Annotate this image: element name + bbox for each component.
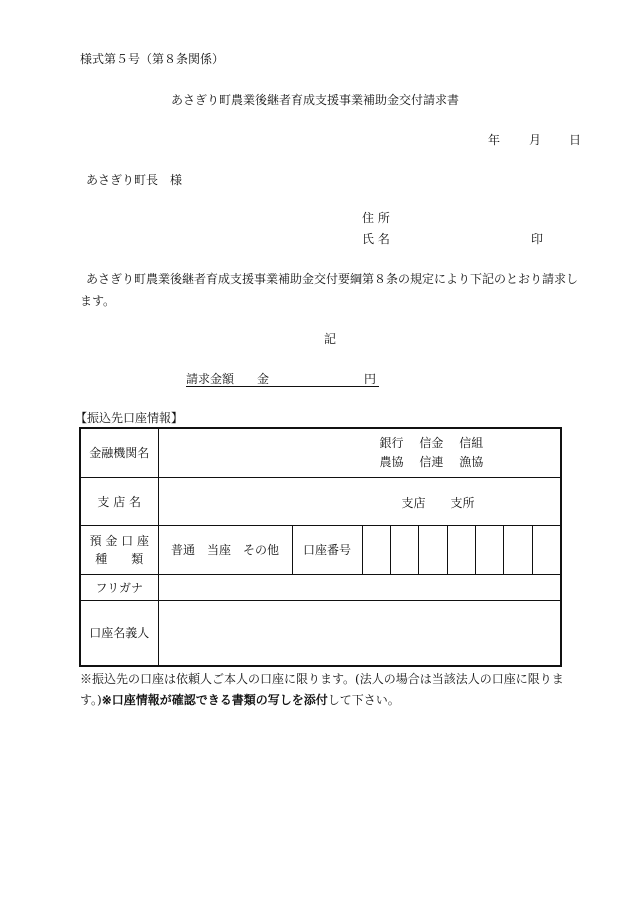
date-month: 月: [529, 133, 542, 147]
holder-label: 口座名義人: [80, 600, 158, 666]
institution-cell[interactable]: [158, 428, 561, 477]
ki-heading: 記: [323, 332, 336, 346]
furigana-field[interactable]: [158, 574, 561, 600]
section-title: 【振込先口座情報】: [75, 411, 184, 425]
amount-kin: 金: [257, 372, 270, 386]
branch-label: 支 店 名: [80, 477, 158, 525]
amount-label: 請求金額: [186, 372, 235, 386]
seal-mark: 印: [531, 232, 544, 246]
account-number-label: 口座番号: [292, 525, 362, 574]
account-number-boxes[interactable]: [362, 525, 561, 574]
addressee: あさぎり町長 様: [86, 173, 183, 187]
institution-types-row2: 農協 信連 漁協: [379, 455, 484, 469]
row-institution: [80, 428, 561, 477]
date-day: 日: [569, 133, 582, 147]
deposit-type-label: 預 金 口 座 種 類: [80, 525, 158, 574]
bank-account-table: [79, 427, 562, 667]
branch-cell[interactable]: [158, 477, 561, 525]
form-number: 様式第５号（第８条関係）: [80, 52, 225, 66]
account-digit-box[interactable]: [447, 526, 475, 574]
row-branch: [80, 477, 561, 525]
amount-yen: 円: [364, 372, 377, 386]
branch-type-shiten: 支店: [401, 495, 426, 510]
name-label: 氏 名: [362, 232, 390, 246]
account-digit-box[interactable]: [363, 526, 390, 574]
notes: [80, 669, 585, 711]
branch-type-shisho: 支所: [450, 495, 475, 510]
holder-field[interactable]: [158, 600, 561, 666]
institution-label: 金融機関名: [80, 428, 158, 477]
account-digit-box[interactable]: [475, 526, 503, 574]
page-title: あさぎり町農業後継者育成支援事業補助金交付請求書: [170, 93, 459, 107]
date-year: 年: [488, 133, 501, 147]
deposit-types[interactable]: 普通 当座 その他: [158, 525, 292, 574]
account-digit-box[interactable]: [390, 526, 418, 574]
note-2-bold: ※口座情報が確認できる書類の写しを添付: [101, 693, 328, 707]
account-digit-box[interactable]: [532, 526, 560, 574]
note-1: ※振込先の口座は依頼人ご本人の口座に限ります。(法人の場合は当該法人の口座に限ります。): [80, 672, 564, 707]
institution-types: [380, 434, 484, 472]
row-holder: [80, 600, 561, 666]
account-digit-box[interactable]: [503, 526, 531, 574]
institution-types-row1: 銀行 信金 信組: [379, 436, 484, 450]
body-paragraph: あさぎり町農業後継者育成支援事業補助金交付要綱第８条の規定により下記のとおり請求します。: [80, 272, 579, 308]
request-amount: [186, 370, 379, 387]
note-2-rest: して下さい。: [327, 693, 400, 707]
address-label: 住 所: [362, 211, 390, 225]
furigana-label: フリガナ: [80, 574, 158, 600]
account-digit-box[interactable]: [418, 526, 446, 574]
row-furigana: [80, 574, 561, 600]
row-deposit: [80, 525, 561, 574]
